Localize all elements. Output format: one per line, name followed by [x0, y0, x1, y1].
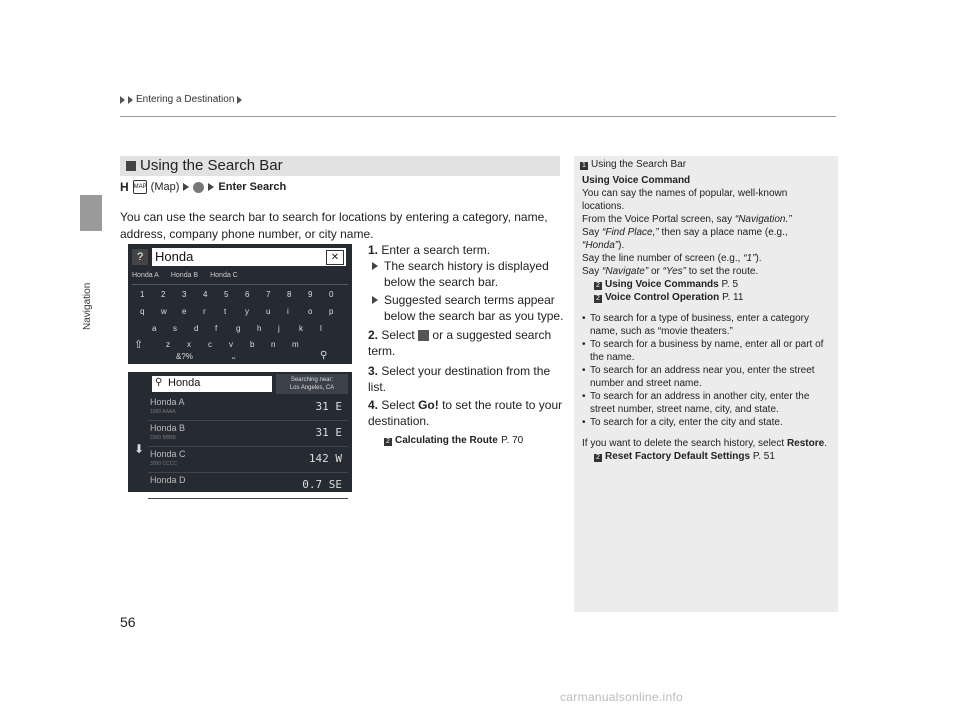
- path-arrow-icon: [208, 183, 214, 191]
- result-distance: 0.7 SE: [302, 478, 342, 491]
- side-tab-label: Navigation: [82, 282, 93, 330]
- search-input[interactable]: Honda ✕: [152, 248, 346, 266]
- ref-link[interactable]: Reset Factory Default Settings: [605, 451, 751, 462]
- key-v[interactable]: v: [229, 340, 233, 349]
- key-b[interactable]: b: [250, 340, 255, 349]
- tip-item: • To search for a business by name, enter all or part of the name.: [582, 338, 830, 364]
- search-icon[interactable]: ⚲: [320, 350, 328, 361]
- breadcrumb-arrow-icon: [128, 96, 133, 104]
- map-button-icon: MAP: [133, 180, 147, 194]
- sidebar-notes: 1 Using the Search Bar Using Voice Command You can say the names of popular, well-known locations. From the Voice Portal screen, say “Navigation.” Say “Find Place,” then say a place name (e.g., “Honda”). Say the line number of screen (e.g., “1”). Say “Navigate” or “Yes” to set the route. 2 Using Voice Commands P. 5 2 Voice Control Operation P. 11 • To search for a type of business, enter a category name, such as “movie theaters.” • To search for a business by name, enter all or part of the name. • To search for an address near you, enter the street number and street name. • To search for an address in another city, enter the street number, street name, city, and state. • To search for a city, enter the city and state. If you want to delete the search history, select Restore. 2 Reset Factory Default Settings P. 51: [574, 156, 838, 612]
- search-icon: ⚲: [155, 377, 163, 388]
- search-input[interactable]: ⚲ Honda: [152, 376, 272, 392]
- key-r[interactable]: r: [203, 307, 206, 316]
- xref-icon: 2: [384, 438, 392, 446]
- breadcrumb: [120, 94, 242, 105]
- result-row[interactable]: [148, 474, 348, 499]
- results-screen: [128, 372, 352, 492]
- result-distance: 142 W: [308, 452, 342, 465]
- result-distance: 31 E: [315, 426, 342, 439]
- menu-path: [120, 180, 286, 194]
- result-name: Honda D: [150, 475, 186, 485]
- result-row[interactable]: [148, 422, 348, 447]
- step-2: or a suggested search term.: [368, 328, 552, 358]
- key-3[interactable]: 3: [182, 290, 187, 299]
- key-6[interactable]: 6: [245, 290, 250, 299]
- key-j[interactable]: j: [278, 324, 280, 333]
- suggestion-list: [132, 272, 238, 279]
- key-2[interactable]: 2: [161, 290, 166, 299]
- square-bullet-icon: [126, 161, 136, 171]
- steps: 1. Enter a search term. The search history is displayed below the search bar. Suggested search terms appear below the search bar as you type. 2. Select or a suggested search term. 3. Select your destination from the list. 4. Select Go! to set the route to your destination. 2 Calculating the Route P. 70: [368, 242, 568, 449]
- key-k[interactable]: k: [299, 324, 303, 333]
- step-3: Select your destination from the list.: [368, 364, 551, 394]
- search-icon: [193, 182, 204, 193]
- key-9[interactable]: 9: [308, 290, 313, 299]
- suggestion-item[interactable]: Honda B: [170, 272, 199, 279]
- breadcrumb-text: Entering a Destination: [136, 94, 235, 105]
- search-near-button[interactable]: Searching near: Los Angeles, CA: [276, 374, 348, 394]
- key-q[interactable]: q: [140, 307, 145, 316]
- ref-link[interactable]: Using Voice Commands: [605, 279, 719, 290]
- suggestion-item[interactable]: Honda A: [132, 272, 159, 279]
- backspace-icon[interactable]: ✕: [326, 250, 344, 265]
- shift-icon[interactable]: ⇧: [134, 339, 144, 351]
- result-row[interactable]: [148, 396, 348, 421]
- key-8[interactable]: 8: [287, 290, 292, 299]
- key-1[interactable]: 1: [140, 290, 145, 299]
- key-l[interactable]: l: [320, 324, 322, 333]
- space-key-icon[interactable]: ⎵: [232, 350, 236, 359]
- suggestion-item[interactable]: Honda C: [210, 272, 238, 279]
- key-w[interactable]: w: [161, 307, 167, 316]
- sidebar-header: Using the Search Bar: [591, 159, 687, 170]
- path-arrow-icon: [183, 183, 189, 191]
- breadcrumb-arrow-icon: [237, 96, 242, 104]
- scroll-down-icon[interactable]: ⬇: [134, 442, 145, 456]
- key-n[interactable]: n: [271, 340, 276, 349]
- key-f[interactable]: f: [215, 324, 218, 333]
- home-button-label: H: [120, 180, 129, 194]
- step-1a: The search history is displayed below the search bar.: [368, 258, 568, 290]
- tip-item: • To search for an address in another city, enter the street number, street name, city, and state.: [582, 390, 830, 416]
- ref-link[interactable]: Calculating the Route: [395, 435, 498, 446]
- section-title: Using the Search Bar: [140, 157, 283, 174]
- key-a[interactable]: a: [152, 324, 157, 333]
- key-u[interactable]: u: [266, 307, 271, 316]
- watermark: carmanualsonline.info: [560, 690, 684, 704]
- help-icon[interactable]: ?: [132, 249, 148, 265]
- result-address: 1000 AAAA: [150, 409, 176, 415]
- key-c[interactable]: c: [208, 340, 212, 349]
- result-row[interactable]: [148, 448, 348, 473]
- step-1b: Suggested search terms appear below the search bar as you type.: [368, 292, 568, 324]
- xref-icon: 1: [580, 162, 588, 170]
- result-name: Honda A: [150, 397, 185, 407]
- result-address: 2000 BBBB: [150, 435, 176, 441]
- step-1: Enter a search term.: [381, 243, 491, 257]
- key-m[interactable]: m: [292, 340, 299, 349]
- key-y[interactable]: y: [245, 307, 249, 316]
- key-d[interactable]: d: [194, 324, 199, 333]
- key-i[interactable]: i: [287, 307, 289, 316]
- map-text: (Map): [150, 181, 180, 193]
- step-4: to set the route to your destination.: [368, 398, 563, 428]
- header-rule: [120, 116, 836, 117]
- section-header: [120, 156, 560, 176]
- result-name: Honda C: [150, 449, 186, 459]
- result-name: Honda B: [150, 423, 186, 433]
- key-g[interactable]: g: [236, 324, 241, 333]
- tip-item: • To search for an address near you, enter the street number and street name.: [582, 364, 830, 390]
- key-h[interactable]: h: [257, 324, 262, 333]
- result-distance: 31 E: [315, 400, 342, 413]
- ref-link[interactable]: Voice Control Operation: [605, 292, 720, 303]
- key-7[interactable]: 7: [266, 290, 271, 299]
- tips-list: [582, 312, 830, 429]
- side-tab-marker: [80, 195, 102, 231]
- page-number: 56: [120, 614, 136, 630]
- key-5[interactable]: 5: [224, 290, 229, 299]
- tip-item: • To search for a type of business, enter a category name, such as “movie theaters.”: [582, 312, 830, 338]
- result-address: 3000 CCCC: [150, 461, 177, 467]
- key-o[interactable]: o: [308, 307, 313, 316]
- key-p[interactable]: p: [329, 307, 334, 316]
- symbols-key[interactable]: &?%: [176, 352, 193, 361]
- search-icon: [418, 330, 429, 341]
- key-0[interactable]: 0: [329, 290, 334, 299]
- key-z[interactable]: z: [166, 340, 170, 349]
- key-e[interactable]: e: [182, 307, 187, 316]
- key-4[interactable]: 4: [203, 290, 208, 299]
- key-x[interactable]: x: [187, 340, 191, 349]
- voice-command-title: Using Voice Command: [582, 175, 691, 186]
- tip-item: • To search for a city, enter the city and state.: [582, 416, 830, 429]
- key-t[interactable]: t: [224, 307, 227, 316]
- intro-paragraph: You can use the search bar to search for locations by entering a category, name, address, company phone number, or city name.: [120, 210, 548, 241]
- breadcrumb-arrow-icon: [120, 96, 125, 104]
- keyboard-screen: [128, 244, 352, 364]
- enter-search-label: Enter Search: [218, 181, 287, 193]
- key-s[interactable]: s: [173, 324, 177, 333]
